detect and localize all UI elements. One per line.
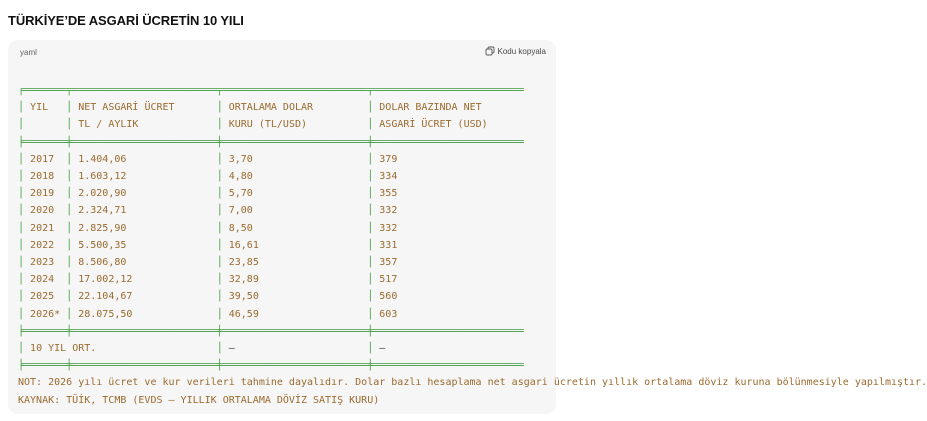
cell-net-wage: 2.825,90 — [78, 222, 217, 234]
column-divider: │ — [216, 239, 229, 251]
cell-year: 2021 — [30, 222, 67, 234]
column-divider: │ — [66, 308, 79, 320]
table-note: NOT: 2026 yılı ücret ve kur verileri tahmine dayalıdır. Dolar bazlı hesaplama net asgari ücretin yıllık ortalama döviz kuruna bölünmesiyle yapılmıştır. — [18, 377, 927, 389]
column-divider: │ — [216, 102, 229, 114]
column-divider: │ — [66, 171, 79, 183]
table-row — [18, 171, 518, 182]
cell-usd-wage: 332 — [379, 205, 518, 217]
column-divider: │ — [18, 171, 31, 183]
table-row — [18, 240, 518, 251]
column-divider: │ — [367, 188, 380, 200]
table-separator: ╞═══════╪════════════════════════╪════════════════════════╪═════════════════════════ — [18, 136, 524, 148]
table-row — [18, 223, 518, 234]
footer-rate-value: – — [228, 343, 368, 355]
table-row — [18, 205, 518, 216]
column-divider: │ — [216, 291, 229, 303]
column-divider: │ — [367, 343, 380, 355]
cell-net-wage: 5.500,35 — [78, 239, 217, 251]
code-block — [8, 40, 927, 414]
cell-year: 2019 — [30, 188, 67, 200]
footer-usd-value: – — [379, 343, 518, 355]
column-divider: │ — [66, 222, 79, 234]
table-source: KAYNAK: TÜİK, TCMB (EVDS – YILLIK ORTALAMA DÖVİZ SATIŞ KURU) — [18, 394, 380, 406]
cell-year: 2022 — [30, 239, 67, 251]
column-divider: │ — [66, 153, 79, 165]
cell-exchange-rate: 5,70 — [228, 188, 368, 200]
column-divider: │ — [367, 102, 380, 114]
cell-net-wage: 17.002,12 — [78, 274, 217, 286]
column-divider: │ — [367, 239, 380, 251]
copy-code-button[interactable] — [485, 46, 546, 56]
cell-exchange-rate: 7,00 — [228, 205, 368, 217]
cell-year: 2024 — [30, 274, 67, 286]
table-header-row — [18, 119, 518, 130]
cell-usd-wage: 603 — [379, 308, 518, 320]
cell-exchange-rate: 32,89 — [228, 274, 368, 286]
cell-exchange-rate: 3,70 — [228, 153, 368, 165]
column-divider: │ — [18, 308, 31, 320]
cell-usd-wage: 517 — [379, 274, 518, 286]
header-exchange-rate: ORTALAMA DOLAR — [228, 102, 368, 114]
column-divider: │ — [216, 153, 229, 165]
header-net-wage: NET ASGARİ ÜCRET — [78, 102, 217, 114]
column-divider: │ — [216, 222, 229, 234]
column-divider: │ — [66, 291, 79, 303]
table-top-border: ╒═══════╤════════════════════════╤════════════════════════╤═════════════════════════ — [18, 85, 524, 96]
table-bottom-border: ╞═══════╪════════════════════════╪════════════════════════╪═════════════════════════ — [18, 360, 524, 372]
cell-exchange-rate: 39,50 — [228, 291, 368, 303]
header-exchange-rate: KURU (TL/USD) — [228, 119, 368, 131]
column-divider: │ — [18, 274, 31, 286]
header-year — [30, 119, 66, 130]
cell-year: 2026* — [30, 308, 67, 320]
table-separator: ╞═══════╪════════════════════════╪════════════════════════╪═════════════════════════ — [18, 325, 524, 337]
column-divider: │ — [216, 274, 229, 286]
column-divider: │ — [18, 102, 31, 114]
table-row — [18, 154, 518, 165]
header-usd-wage: ASGARİ ÜCRET (USD) — [379, 119, 518, 131]
cell-usd-wage: 332 — [379, 222, 518, 234]
column-divider: │ — [216, 257, 229, 269]
page-title: TÜRKİYE’DE ASGARİ ÜCRETİN 10 YILI — [8, 13, 244, 28]
table-row — [18, 291, 518, 302]
table-row — [18, 274, 518, 285]
copy-icon — [485, 46, 495, 56]
column-divider: │ — [18, 291, 31, 303]
header-year: YIL — [30, 102, 67, 114]
cell-net-wage: 8.506,80 — [78, 257, 217, 269]
column-divider: │ — [216, 205, 229, 217]
column-divider: │ — [367, 171, 380, 183]
column-divider: │ — [367, 308, 380, 320]
column-divider: │ — [367, 257, 380, 269]
column-divider: │ — [66, 257, 79, 269]
column-divider: │ — [66, 205, 79, 217]
table-row — [18, 309, 518, 320]
cell-exchange-rate: 23,85 — [228, 257, 368, 269]
cell-year: 2025 — [30, 291, 67, 303]
column-divider: │ — [18, 205, 31, 217]
column-divider: │ — [367, 291, 380, 303]
cell-net-wage: 2.020,90 — [78, 188, 217, 200]
column-divider: │ — [18, 153, 31, 165]
column-divider: │ — [66, 274, 79, 286]
column-divider: │ — [367, 153, 380, 165]
cell-usd-wage: 334 — [379, 171, 518, 183]
footer-label: 10 YIL ORT. — [30, 343, 217, 355]
code-table — [18, 82, 927, 409]
cell-usd-wage: 331 — [379, 239, 518, 251]
column-divider: │ — [216, 119, 229, 131]
column-divider: │ — [66, 119, 79, 131]
table-footer-row — [18, 343, 518, 354]
column-divider: │ — [66, 239, 79, 251]
column-divider: │ — [18, 257, 31, 269]
column-divider: │ — [367, 274, 380, 286]
cell-net-wage: 2.324,71 — [78, 205, 217, 217]
cell-net-wage: 1.404,06 — [78, 153, 217, 165]
cell-usd-wage: 355 — [379, 188, 518, 200]
column-divider: │ — [216, 308, 229, 320]
column-divider: │ — [18, 188, 31, 200]
table-row — [18, 188, 518, 199]
cell-exchange-rate: 8,50 — [228, 222, 368, 234]
cell-usd-wage: 379 — [379, 153, 518, 165]
cell-year: 2020 — [30, 205, 67, 217]
column-divider: │ — [216, 188, 229, 200]
column-divider: │ — [367, 205, 380, 217]
column-divider: │ — [216, 343, 229, 355]
column-divider: │ — [18, 343, 31, 355]
cell-year: 2023 — [30, 257, 67, 269]
column-divider: │ — [18, 222, 31, 234]
cell-exchange-rate: 16,61 — [228, 239, 368, 251]
column-divider: │ — [66, 102, 79, 114]
table-row — [18, 257, 518, 268]
table-header-row — [18, 102, 518, 113]
cell-year: 2018 — [30, 171, 67, 183]
cell-usd-wage: 357 — [379, 257, 518, 269]
cell-exchange-rate: 4,80 — [228, 171, 368, 183]
column-divider: │ — [18, 119, 31, 131]
column-divider: │ — [66, 188, 79, 200]
cell-usd-wage: 560 — [379, 291, 518, 303]
cell-net-wage: 28.075,50 — [78, 308, 217, 320]
column-divider: │ — [18, 239, 31, 251]
header-net-wage: TL / AYLIK — [78, 119, 217, 131]
copy-code-label: Kodu kopyala — [497, 46, 546, 56]
cell-exchange-rate: 46,59 — [228, 308, 368, 320]
column-divider: │ — [216, 171, 229, 183]
header-usd-wage: DOLAR BAZINDA NET — [379, 102, 518, 114]
cell-net-wage: 22.104,67 — [78, 291, 217, 303]
code-language-label: yaml — [20, 48, 37, 57]
column-divider: │ — [367, 119, 380, 131]
cell-net-wage: 1.603,12 — [78, 171, 217, 183]
column-divider: │ — [367, 222, 380, 234]
cell-year: 2017 — [30, 153, 67, 165]
